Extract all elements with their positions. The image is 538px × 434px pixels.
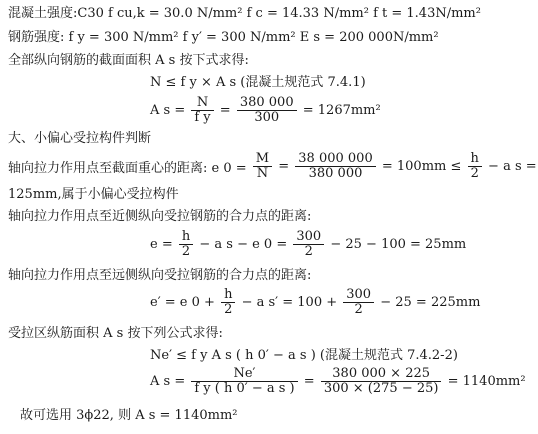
steel-strength-line: 钢筋强度: f y = 300 N/mm² f y′ = 300 N/mm² E s = 200 000N/mm²	[8, 30, 439, 45]
near-distance-equation	[150, 230, 466, 259]
denominator: f y	[194, 110, 211, 125]
eq-result: − 25 = 225mm	[380, 295, 481, 310]
denominator: 380 000	[308, 166, 363, 181]
numerator: 380 000	[237, 96, 297, 111]
numerator: 300	[343, 288, 374, 303]
axial-capacity-inequality: N ≤ f y × A s (混凝土规范式 7.4.1)	[150, 75, 366, 90]
numerator: h	[179, 230, 193, 245]
near-side-distance-label: 轴向拉力作用点至近侧纵向受拉钢筋的合力点的距离:	[8, 209, 312, 224]
denominator: 2	[354, 302, 363, 317]
fraction	[343, 288, 374, 317]
eq-lhs: A s =	[150, 103, 186, 118]
eq-result: = 1140mm²	[447, 374, 526, 389]
eq-lhs: e =	[150, 237, 173, 252]
denominator: f y ( h 0′ − a s )	[194, 381, 295, 396]
eq-result: − a s =	[488, 159, 537, 174]
section-heading: 大、小偏心受拉构件判断	[8, 131, 152, 146]
fraction	[468, 152, 482, 181]
bar-selection-conclusion: 故可选用 3ϕ22, 则 A s = 1140mm²	[20, 408, 238, 423]
denominator: 2	[304, 244, 313, 259]
denominator: 2	[470, 166, 479, 181]
fraction	[253, 152, 272, 181]
denominator: 2	[224, 302, 233, 317]
numerator: N	[191, 96, 213, 111]
far-distance-equation	[150, 288, 480, 317]
total-steel-area-intro: 全部纵向钢筋的截面面积 A s 按下式求得:	[8, 53, 249, 68]
denominator: 300 × (275 − 25)	[323, 381, 439, 396]
fraction	[191, 367, 297, 396]
equals-sign: =	[278, 159, 290, 174]
denominator: 2	[181, 244, 191, 259]
numerator: Ne′	[191, 367, 297, 382]
numerator: M	[253, 152, 272, 167]
fraction	[191, 96, 213, 125]
denominator: 300	[254, 110, 280, 125]
numerator: 300	[293, 230, 324, 245]
eq-mid: − a s′ = 100 +	[241, 295, 338, 310]
numerator: 380 000 × 225	[321, 367, 442, 382]
fraction	[293, 230, 324, 259]
numerator: 38 000 000	[295, 152, 375, 167]
fraction	[179, 230, 193, 259]
eq-lhs: e′ = e 0 +	[150, 295, 215, 310]
numerator: h	[221, 288, 235, 303]
steel-area-equation-2	[150, 367, 526, 396]
eccentricity-equation	[8, 152, 537, 181]
eq-lhs: 轴向拉力作用点至截面重心的距离: e 0 =	[8, 161, 247, 176]
tension-steel-area-intro: 受拉区纵筋面积 A s 按下列公式求得:	[8, 326, 223, 341]
far-side-distance-label: 轴向拉力作用点至远侧纵向受拉钢筋的合力点的距离:	[8, 268, 312, 283]
eq-result: = 1267mm²	[302, 103, 381, 118]
equals-sign: =	[303, 374, 315, 389]
fraction	[321, 367, 442, 396]
fraction	[295, 152, 375, 181]
fraction	[237, 96, 297, 125]
denominator: N	[256, 166, 269, 181]
eq-result: − 25 − 100 = 25mm	[330, 237, 467, 252]
eq-mid: − a s − e 0 =	[199, 237, 288, 252]
equals-sign: =	[219, 103, 231, 118]
eq-mid: = 100mm ≤	[381, 159, 462, 174]
eq-lhs: A s =	[150, 374, 186, 389]
concrete-strength-line: 混凝土强度:C30 f cu,k = 30.0 N/mm² f c = 14.33 N/mm² f t = 1.43N/mm²	[8, 6, 481, 21]
steel-area-equation-1	[150, 96, 381, 125]
fraction	[221, 288, 235, 317]
small-eccentricity-conclusion: 125mm,属于小偏心受拉构件	[8, 187, 179, 202]
numerator: h	[468, 152, 482, 167]
moment-capacity-inequality: Ne′ ≤ f y A s ( h 0′ − a s ) (混凝土规范式 7.4.2-2)	[150, 348, 458, 363]
